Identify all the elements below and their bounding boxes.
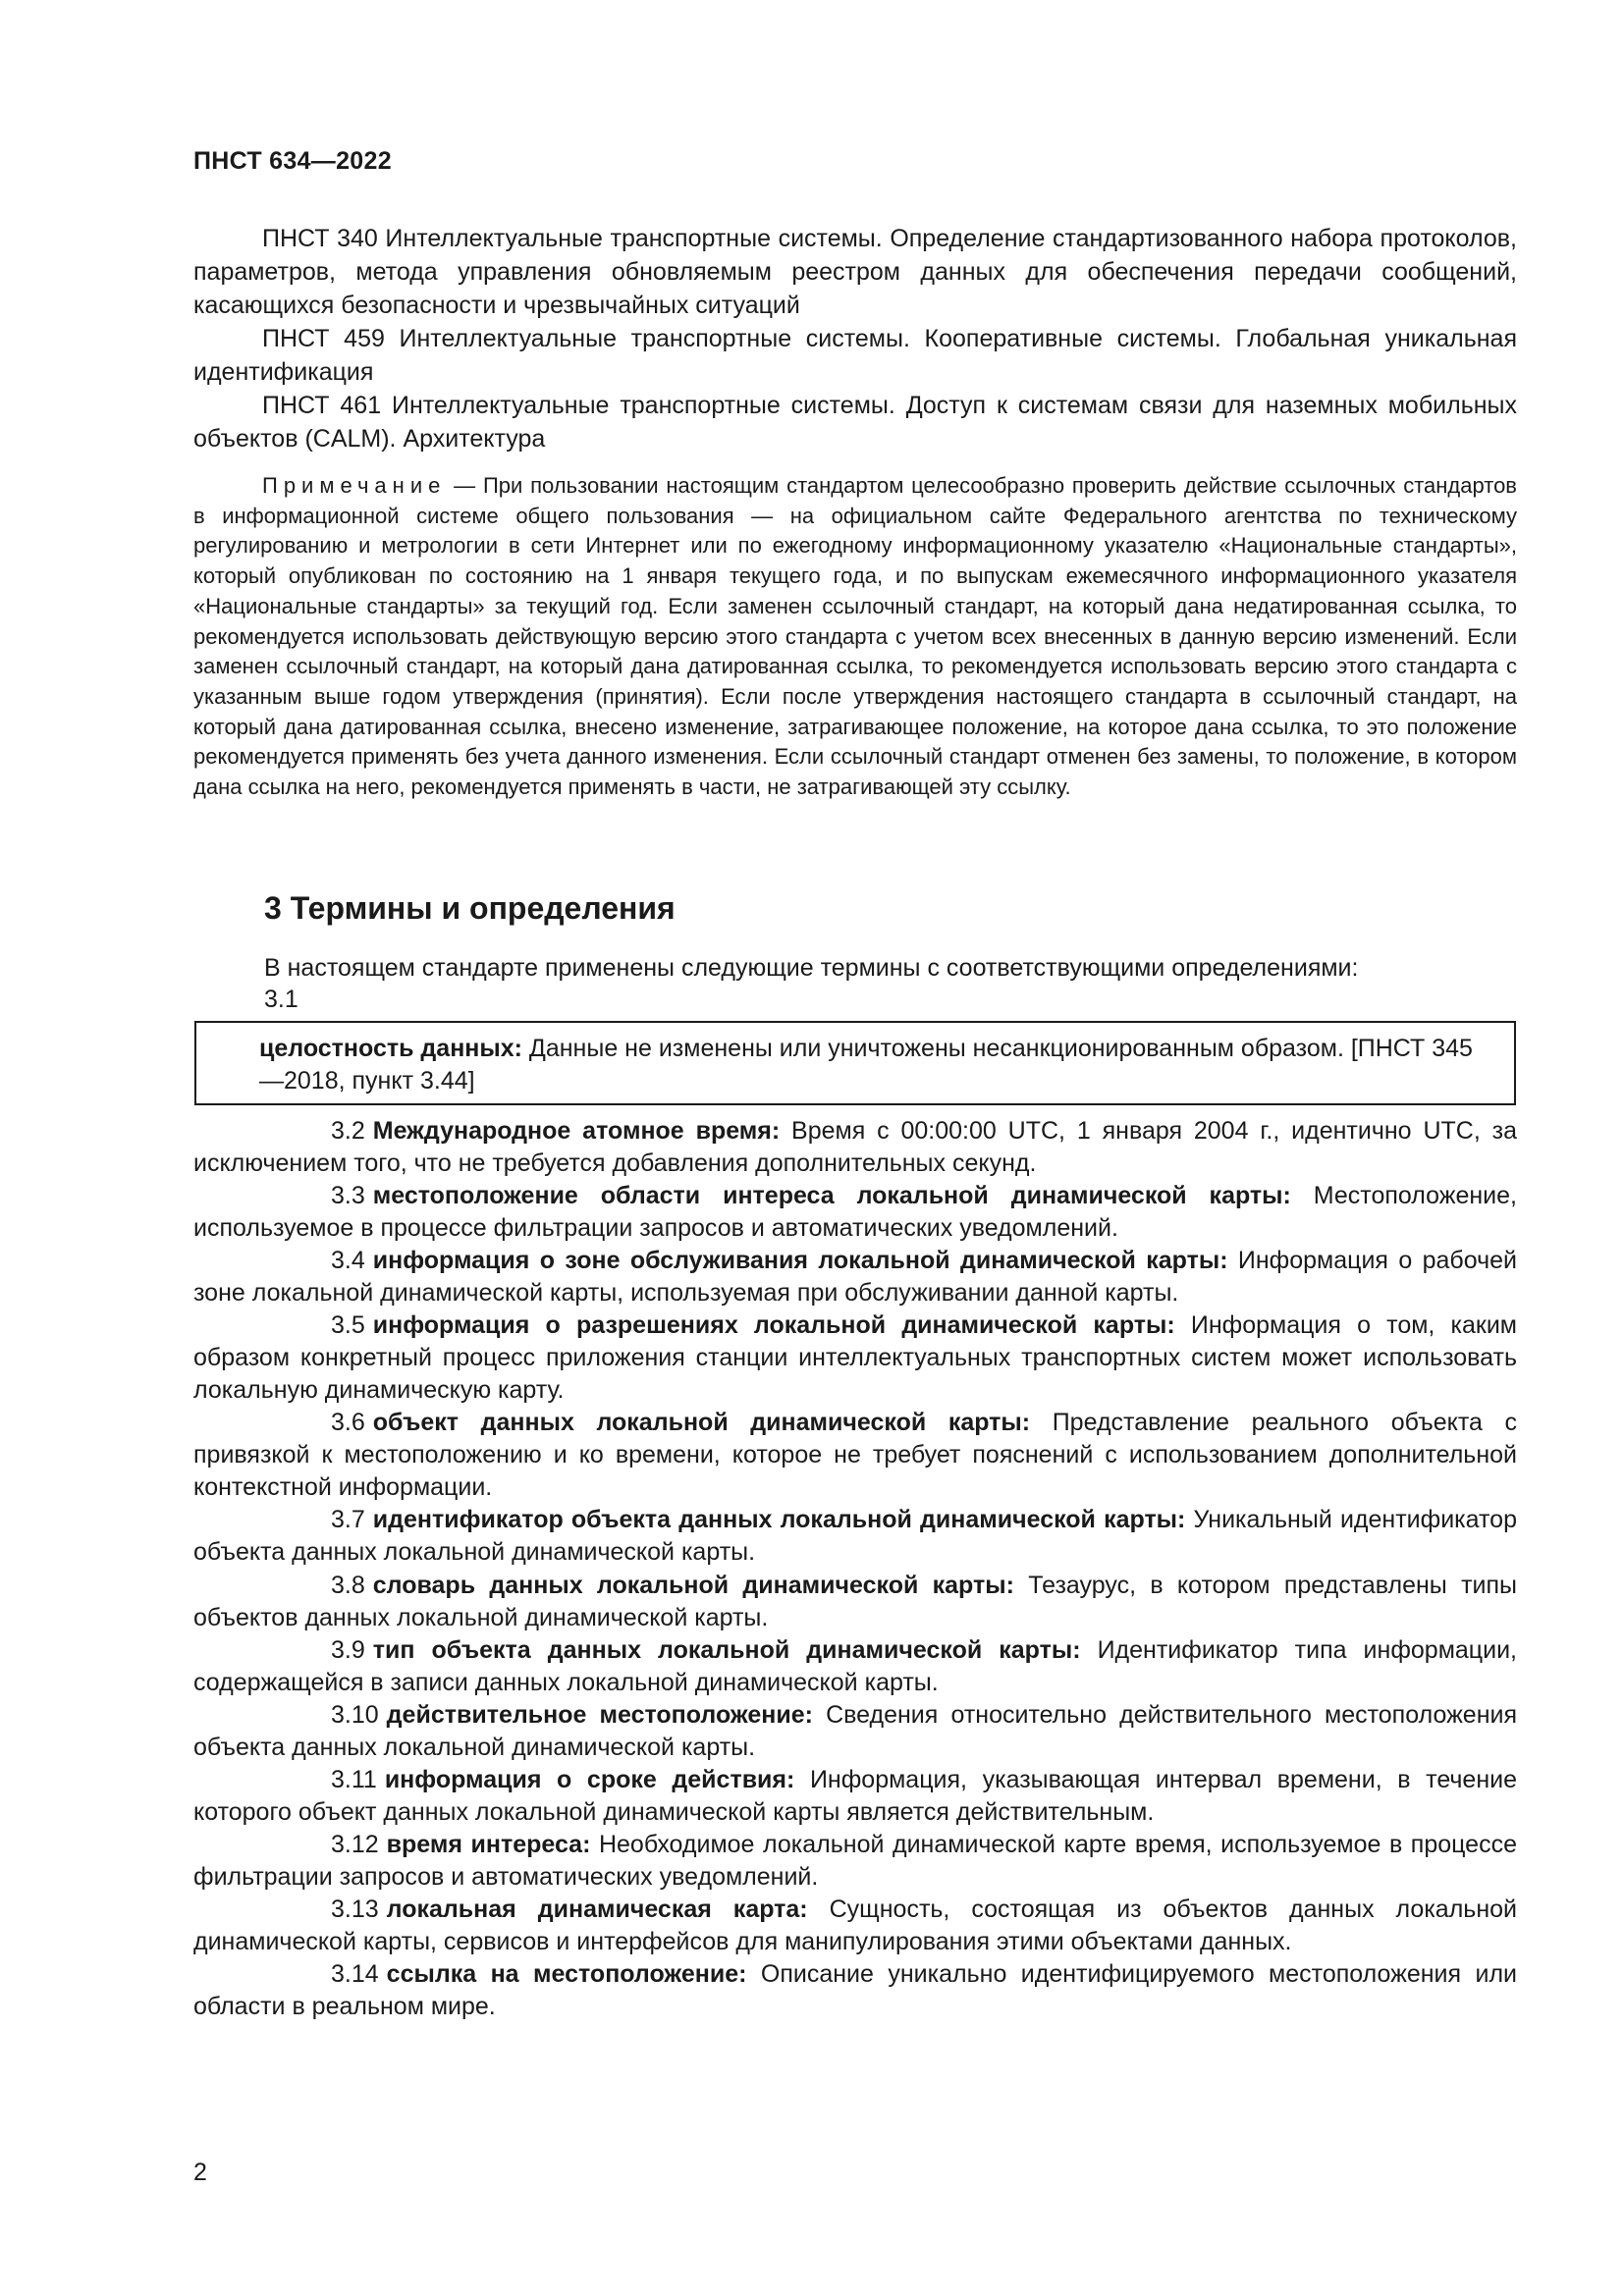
term-entry (193, 1764, 1517, 1829)
term-number: 3.5 (331, 1311, 365, 1340)
term-name: действительное местоположение: (386, 1700, 813, 1729)
term-entry (193, 1634, 1517, 1699)
term-entry (193, 1699, 1517, 1764)
term-definition: Информация, указывающая интервал времени, в течение которого объект данных локальной динамической карты является действительным. (193, 1765, 1517, 1826)
term-definition: Данные не изменены или уничтожены несанкционированным образом. [ПНСТ 345—2018, пункт 3.44] (259, 1035, 1473, 1095)
term-number: 3.9 (331, 1635, 365, 1664)
term-number: 3.10 (331, 1700, 379, 1729)
term-number: 3.11 (331, 1765, 377, 1793)
term-name: местоположение области интереса локальной динамической карты: (372, 1182, 1291, 1210)
term-entry (193, 1407, 1517, 1504)
term-definition: Сведения относительно действительного местоположения объекта данных локальной динамической карты. (193, 1700, 1517, 1761)
term-entry (193, 1180, 1517, 1245)
note-paragraph (193, 471, 1517, 803)
term-number: 3.8 (331, 1571, 365, 1599)
term-entry (193, 1309, 1517, 1407)
term-entry (193, 1245, 1517, 1309)
term-definition: Информация о том, каким образом конкретный процесс приложения станции интеллектуальных транспортных систем может использовать локальную динамическую карту. (193, 1311, 1517, 1405)
term-entry (193, 1570, 1517, 1634)
term-number: 3.14 (331, 1960, 379, 1989)
reference-item: ПНСТ 459 Интеллектуальные транспортные системы. Кооперативные системы. Глобальная уникальная идентификация (193, 325, 1517, 386)
term-definition: Необходимое локальной динамической карте время, используемое в процессе фильтрации запросов и автоматических уведомлений. (193, 1830, 1517, 1891)
term-name: локальная динамическая карта: (386, 1896, 808, 1924)
term-number: 3.6 (331, 1409, 365, 1437)
term-number: 3.4 (331, 1247, 365, 1275)
term-definition: Тезаурус, в котором представлены типы объектов данных локальной динамической карты. (193, 1571, 1517, 1631)
term-entry (193, 1115, 1517, 1180)
term-number: 3.12 (331, 1830, 379, 1858)
term-number: 3.2 (331, 1117, 365, 1145)
boxed-term-definition (194, 1021, 1516, 1105)
note-label: Примечание (262, 473, 447, 498)
term-name: ссылка на местоположение: (386, 1960, 747, 1989)
term-number: 3.3 (331, 1182, 365, 1210)
term-name: информация о сроке действия: (384, 1765, 795, 1793)
term-entry (193, 1504, 1517, 1569)
term-entry (193, 1958, 1517, 2023)
term-name: Международное атомное время: (372, 1117, 781, 1145)
term-name: идентификатор объекта данных локальной динамической карты: (372, 1506, 1186, 1534)
section-heading: 3 Термины и определения (264, 890, 676, 926)
term-entry (193, 1829, 1517, 1894)
boxed-term-number: 3.1 (264, 986, 298, 1013)
term-name: целостность данных: (259, 1035, 522, 1062)
reference-item: ПНСТ 461 Интеллектуальные транспортные системы. Доступ к системам связи для наземных мобильных объектов (CALM). Архитектура (193, 392, 1517, 453)
term-definition: Уникальный идентификатор объекта данных локальной динамической карты. (193, 1506, 1517, 1567)
term-number: 3.7 (331, 1506, 365, 1534)
term-entry (193, 1894, 1517, 1958)
term-definition: Информация о рабочей зоне локальной динамической карты, используемая при обслуживании данной карты. (193, 1247, 1517, 1308)
term-name: информация о зоне обслуживания локальной динамической карты: (372, 1247, 1228, 1275)
term-name: информация о разрешениях локальной динамической карты: (372, 1311, 1175, 1340)
term-definition: Идентификатор типа информации, содержащейся в записи данных локальной динамической карты. (193, 1635, 1517, 1696)
term-definition: Описание уникально идентифицируемого местоположения или области в реальном мире. (193, 1960, 1518, 2021)
page-number: 2 (193, 2159, 207, 2186)
document-id-header: ПНСТ 634—2022 (193, 147, 392, 175)
term-number: 3.13 (331, 1896, 379, 1924)
term-definition: Местоположение, используемое в процессе фильтрации запросов и автоматических уведомлений. (193, 1182, 1517, 1243)
term-name: тип объекта данных локальной динамической карты: (372, 1635, 1081, 1664)
term-definition: Время с 00:00:00 UTC, 1 января 2004 г., идентично UTC, за исключением того, что не требуется добавления дополнительных секунд. (193, 1117, 1517, 1177)
reference-item: ПНСТ 340 Интеллектуальные транспортные системы. Определение стандартизованного набора протоколов, параметров, метода управления обновляемым реестром данных для обеспечения передачи сообщений, касающихся безопасности и чрезвычайных ситуаций (193, 225, 1517, 319)
term-name: время интереса: (386, 1830, 591, 1858)
normative-references (193, 222, 1517, 455)
section-intro: В настоящем стандарте применены следующие термины с соответствующими определениями: (264, 954, 1359, 982)
note-block (193, 471, 1517, 803)
term-name: объект данных локальной динамической карты: (372, 1409, 1031, 1437)
term-definition: Представление реального объекта с привязкой к местоположению и ко времени, которое не требует пояснений с использованием дополнительной контекстной информации. (193, 1409, 1518, 1502)
term-definition: Сущность, состоящая из объектов данных локальной динамической карты, сервисов и интерфейсов для манипулирования этими объектами данных. (193, 1896, 1517, 1956)
term-name: словарь данных локальной динамической карты: (372, 1571, 1014, 1599)
note-text: — При пользовании настоящим стандартом целесообразно проверить действие ссылочных стандартов в информационной системе общего пользования — на официальном сайте Федерального агентства по техническому регулированию и метрологии в сети Интернет или по ежегодному информационному указателю «Национальные стандарты», который опубликован по состоянию на 1 января текущего года, и по выпускам ежемесячного информационного указателя «Национальные стандарты» за текущий год. Если заменен ссылочный стандарт, на который дана недатированная ссылка, то рекомендуется использовать действующую версию этого стандарта с учетом всех внесенных в данную версию изменений. Если заменен ссылочный стандарт, на который дана датированная ссылка, то рекомендуется использовать версию этого стандарта с указанным выше годом утверждения (принятия). Если после утверждения настоящего стандарта в ссылочный стандарт, на который дана датированная ссылка, внесено изменение, затрагивающее положение, на которое дана ссылка, то это положение рекомендуется применять без учета данного изменения. Если ссылочный стандарт отменен без замены, то положение, в котором дана ссылка на него, рекомендуется применять в части, не затрагивающей эту ссылку. (193, 473, 1517, 800)
terms-list (193, 1115, 1517, 2023)
